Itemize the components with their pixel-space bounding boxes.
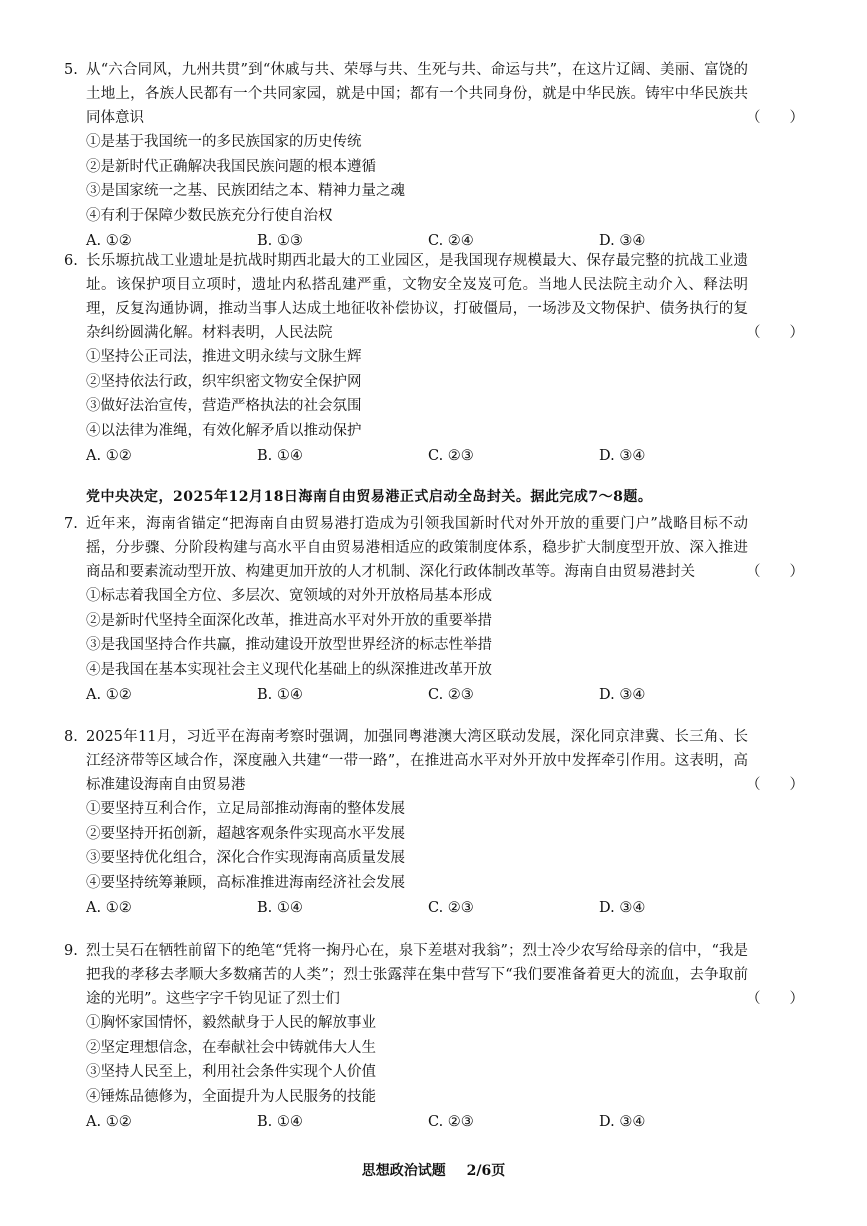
statement-4: ④锤炼品德修为，全面提升为人民服务的技能 xyxy=(86,1088,376,1105)
question-stem xyxy=(64,939,804,1011)
option-d[interactable]: D. ③④ xyxy=(599,687,646,703)
answer-parentheses: （ ） xyxy=(746,325,804,341)
question-text: 近年来，海南省锚定“把海南自由贸易港打造成为引领我国新时代对外开放的重要门户”战略目标不动摇，分步骤、分阶段构建与高水平自由贸易港相适应的政策制度体系，稳步扩大制度型开放、深入推进商品和要素流动型开放、构建更加开放的人才机制、深化行政体制改革等。海南自由贸易港封关 xyxy=(86,516,748,580)
statement-3: ③坚持人民至上，利用社会条件实现个人价值 xyxy=(86,1064,376,1080)
question-number: 7. xyxy=(64,516,78,532)
statement-4: ④要坚持统筹兼顾，高标准推进海南经济社会发展 xyxy=(86,874,405,891)
answer-parentheses: （ ） xyxy=(746,564,804,580)
option-c[interactable]: C. ②③ xyxy=(428,448,474,464)
question-text: 烈士吴石在牺牲前留下的绝笔“凭将一掬丹心在，泉下差堪对我翁”；烈士冷少农写给母亲的信中，“我是把我的孝移去孝顺大多数痛苦的人类”；烈士张露萍在集中营写下“我们要准备着更大的流血，去争取前途的光明”。这些字字千钧见证了烈士们 xyxy=(86,943,748,1007)
statement-3: ③要坚持优化组合，深化合作实现海南高质量发展 xyxy=(86,850,405,866)
question-5 xyxy=(64,58,804,254)
statement-3: ③是国家统一之基、民族团结之本、精神力量之魂 xyxy=(86,183,405,199)
option-a[interactable]: A. ①② xyxy=(86,1114,132,1130)
option-b[interactable]: B. ①④ xyxy=(257,900,303,916)
option-d[interactable]: D. ③④ xyxy=(599,900,646,916)
statement-2: ②是新时代坚持全面深化改革，推进高水平对外开放的重要举措 xyxy=(86,612,492,629)
answer-options xyxy=(64,443,804,469)
option-a[interactable]: A. ①② xyxy=(86,233,132,249)
option-d[interactable]: D. ③④ xyxy=(599,448,646,464)
answer-parentheses: （ ） xyxy=(746,991,804,1007)
question-7 xyxy=(64,512,804,708)
question-stem xyxy=(64,725,804,797)
statement-4: ④以法律为准绳，有效化解矛盾以推动保护 xyxy=(86,422,362,439)
statement-3: ③做好法治宣传，营造严格执法的社会氛围 xyxy=(86,398,362,414)
question-stem xyxy=(64,58,804,130)
statement-1: ①坚持公正司法，推进文明永续与文脉生辉 xyxy=(86,349,362,365)
question-number: 8. xyxy=(64,729,78,745)
statement-1: ①标志着我国全方位、多层次、宽领域的对外开放格局基本形成 xyxy=(86,588,492,604)
answer-parentheses: （ ） xyxy=(746,110,804,126)
question-6 xyxy=(64,249,804,469)
page-footer xyxy=(0,1160,867,1180)
option-a[interactable]: A. ①② xyxy=(86,687,132,703)
question-stem xyxy=(64,512,804,584)
statement-1: ①胸怀家国情怀，毅然献身于人民的解放事业 xyxy=(86,1015,376,1031)
page-number: 2/6页 xyxy=(466,1163,506,1179)
question-8 xyxy=(64,725,804,921)
question-text: 2025年11月，习近平在海南考察时强调，加强同粤港澳大湾区联动发展，深化同京津冀、长三角、长江经济带等区域合作，深度融入共建“一带一路”，在推进高水平对外开放中发挥牵引作用。这表明，高标准建设海南自由贸易港 xyxy=(86,729,748,793)
question-number: 9. xyxy=(64,943,78,959)
option-b[interactable]: B. ①④ xyxy=(257,1114,303,1130)
statement-4: ④是我国在基本实现社会主义现代化基础上的纵深推进改革开放 xyxy=(86,661,492,678)
statement-1: ①是基于我国统一的多民族国家的历史传统 xyxy=(86,134,362,150)
answer-options xyxy=(64,895,804,921)
answer-options xyxy=(64,1109,804,1135)
question-stem xyxy=(64,249,804,345)
context-note: 党中央决定，2025年12月18日海南自由贸易港正式启动全岛封关。据此完成7～8题。 xyxy=(86,489,653,505)
option-c[interactable]: C. ②③ xyxy=(428,687,474,703)
statement-2: ②是新时代正确解决我国民族问题的根本遵循 xyxy=(86,158,376,175)
question-text: 从“六合同风，九州共贯”到“休戚与共、荣辱与共、生死与共、命运与共”，在这片辽阔、美丽、富饶的土地上，各族人民都有一个共同家园，就是中国；都有一个共同身份，就是中华民族。铸牢中华民族共同体意识 xyxy=(86,62,748,126)
option-a[interactable]: A. ①② xyxy=(86,448,132,464)
option-b[interactable]: B. ①④ xyxy=(257,448,303,464)
option-c[interactable]: C. ②③ xyxy=(428,900,474,916)
option-c[interactable]: C. ②③ xyxy=(428,1114,474,1130)
statement-4: ④有利于保障少数民族充分行使自治权 xyxy=(86,207,333,224)
statement-3: ③是我国坚持合作共赢，推动建设开放型世界经济的标志性举措 xyxy=(86,637,492,653)
statement-2: ②要坚持开拓创新，超越客观条件实现高水平发展 xyxy=(86,825,405,842)
option-b[interactable]: B. ①③ xyxy=(257,233,303,249)
answer-options xyxy=(64,682,804,708)
subject-title: 思想政治试题 xyxy=(361,1163,446,1179)
question-number: 6. xyxy=(64,253,78,269)
answer-parentheses: （ ） xyxy=(746,777,804,793)
statement-2: ②坚定理想信念，在奉献社会中铸就伟大人生 xyxy=(86,1039,376,1056)
option-d[interactable]: D. ③④ xyxy=(599,233,646,249)
option-d[interactable]: D. ③④ xyxy=(599,1114,646,1130)
option-b[interactable]: B. ①④ xyxy=(257,687,303,703)
statement-1: ①要坚持互利合作，立足局部推动海南的整体发展 xyxy=(86,801,405,817)
option-a[interactable]: A. ①② xyxy=(86,900,132,916)
question-9 xyxy=(64,939,804,1135)
question-text: 长乐塬抗战工业遗址是抗战时期西北最大的工业园区，是我国现存规模最大、保存最完整的抗战工业遗址。该保护项目立项时，遗址内私搭乱建严重，文物安全岌岌可危。当地人民法院主动介入、释法明理，反复沟通协调，推动当事人达成土地征收补偿协议，打破僵局，一场涉及文物保护、债务执行的复杂纠纷圆满化解。材料表明，人民法院 xyxy=(86,253,748,341)
question-number: 5. xyxy=(64,62,78,78)
option-c[interactable]: C. ②④ xyxy=(428,233,474,249)
statement-2: ②坚持依法行政，织牢织密文物安全保护网 xyxy=(86,373,362,390)
